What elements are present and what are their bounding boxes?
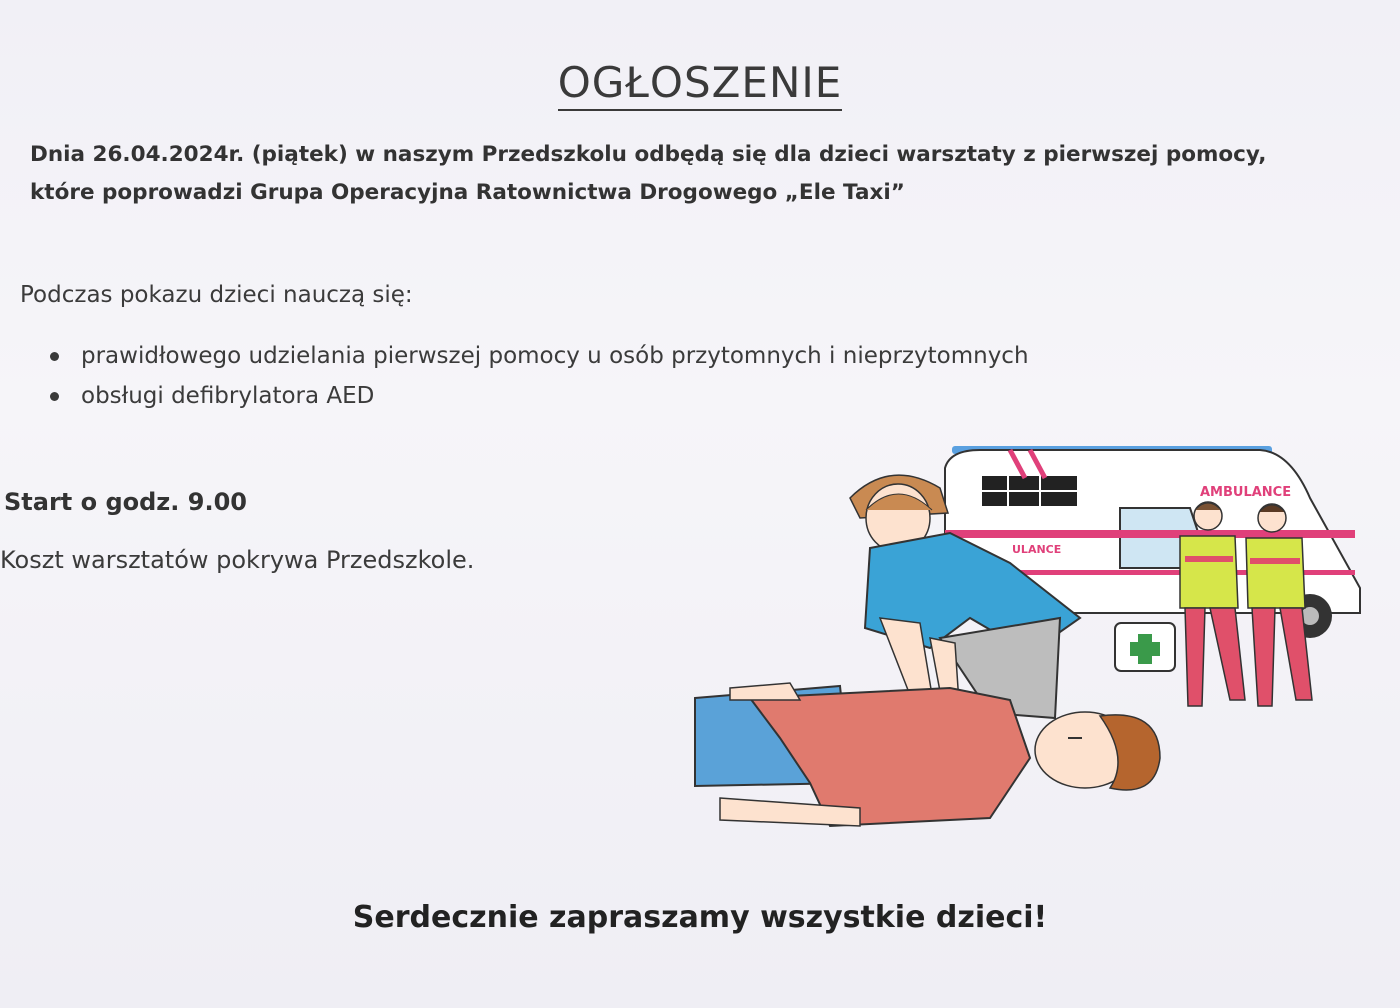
intro-line-1: Dnia 26.04.2024r. (piątek) w naszym Przedszkolu odbędą się dla dzieci warsztaty z pierwszej pomocy,	[30, 142, 1267, 167]
closing-invitation: Serdecznie zapraszamy wszystkie dzieci!	[352, 900, 1048, 935]
list-item-text: obsługi defibrylatora AED	[81, 383, 375, 409]
ambulance-label: AMBULANCE	[1200, 485, 1292, 500]
intro-paragraph	[30, 136, 1350, 212]
cost-note: Koszt warsztatów pokrywa Przedszkole.	[0, 546, 475, 574]
ambulance-side-label: ULANCE	[1012, 543, 1062, 556]
skills-list	[46, 336, 1029, 416]
first-aid-illustration	[690, 438, 1370, 848]
list-item	[46, 336, 1029, 376]
lead-text: Podczas pokazu dzieci nauczą się:	[20, 282, 413, 308]
list-item	[46, 376, 1029, 416]
start-time: Start o godz. 9.00	[4, 488, 247, 516]
bullet-dot-icon	[50, 352, 59, 361]
bullet-dot-icon	[50, 392, 59, 401]
patient-icon	[695, 683, 1160, 826]
notice-title: OGŁOSZENIE	[0, 58, 1400, 107]
intro-line-2: które poprowadzi Grupa Operacyjna Ratownictwa Drogowego „Ele Taxi”	[30, 180, 905, 205]
list-item-text: prawidłowego udzielania pierwszej pomocy u osób przytomnych i nieprzytomnych	[81, 343, 1029, 369]
